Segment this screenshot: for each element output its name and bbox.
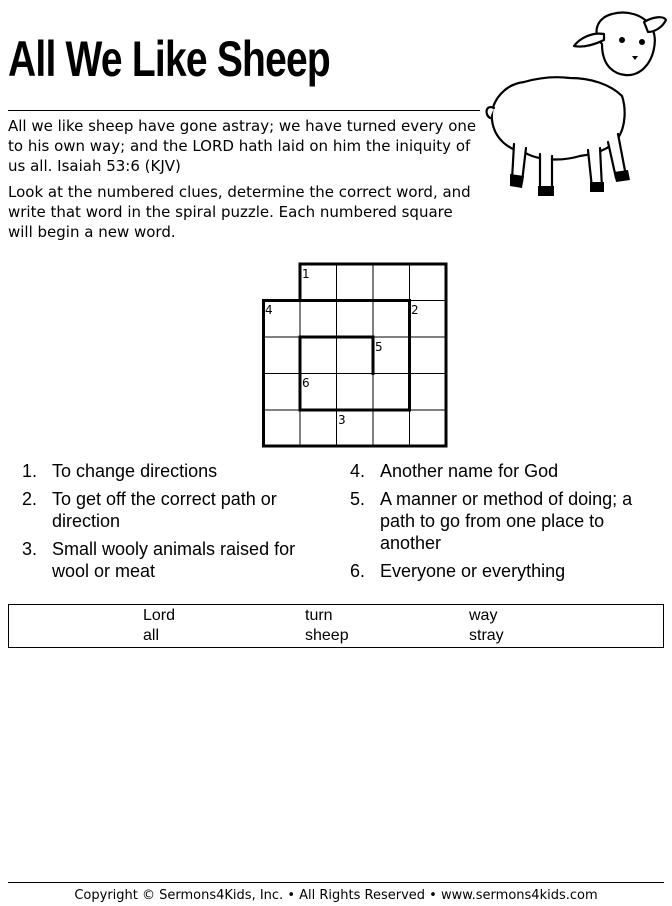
clue-item bbox=[350, 460, 660, 482]
puzzle-cell[interactable] bbox=[337, 264, 374, 301]
puzzle-number-1: 1 bbox=[302, 267, 310, 281]
puzzle-cell[interactable] bbox=[264, 374, 301, 411]
puzzle-cell[interactable] bbox=[373, 410, 410, 447]
instructions-text: Look at the numbered clues, determine the correct word, and write that word in the spiral puzzle. Each numbered square will begin a new word. bbox=[8, 183, 471, 241]
word-bank bbox=[8, 604, 664, 648]
clue-item bbox=[350, 488, 660, 554]
clues-column-right bbox=[350, 460, 660, 588]
word-bank-item: Lord bbox=[143, 607, 176, 624]
word-bank-item: turn bbox=[305, 607, 333, 624]
clue-item bbox=[22, 488, 322, 532]
clue-number: 6. bbox=[350, 561, 366, 581]
scripture-text: All we like sheep have gone astray; we have turned every one to his own way; and the LORD hath laid on him the iniquity of us all. Isaiah 53:6 (KJV) bbox=[8, 117, 477, 175]
spiral-walls bbox=[264, 264, 447, 446]
clue-text: Everyone or everything bbox=[380, 561, 566, 581]
puzzle-number-4: 4 bbox=[265, 303, 273, 317]
puzzle-cell[interactable] bbox=[373, 374, 410, 411]
clue-number: 2. bbox=[22, 489, 38, 509]
page-title: All We Like Sheep bbox=[8, 31, 330, 87]
clue-item bbox=[350, 560, 660, 582]
clue-text: To change directions bbox=[52, 461, 218, 481]
puzzle-cell[interactable] bbox=[373, 264, 410, 301]
footer-divider bbox=[8, 882, 664, 883]
clue-text: Another name for God bbox=[380, 461, 559, 481]
puzzle-number-6: 6 bbox=[302, 376, 310, 390]
clue-text: To get off the correct path or direction bbox=[52, 489, 277, 531]
clue-text: A manner or method of doing; a path to go from one place to another bbox=[380, 489, 633, 553]
puzzle-number-3: 3 bbox=[338, 413, 346, 427]
title-divider bbox=[8, 110, 480, 111]
clue-item bbox=[22, 460, 322, 482]
puzzle-cell[interactable] bbox=[410, 337, 447, 374]
clue-number: 3. bbox=[22, 539, 38, 559]
word-bank-item: all bbox=[143, 627, 160, 644]
puzzle-cell[interactable] bbox=[337, 301, 374, 338]
puzzle-cell[interactable] bbox=[337, 374, 374, 411]
clue-number: 4. bbox=[350, 461, 366, 481]
puzzle-cell[interactable] bbox=[410, 410, 447, 447]
puzzle-cell[interactable] bbox=[410, 264, 447, 301]
clues-column-left bbox=[22, 460, 322, 588]
clue-item bbox=[22, 538, 322, 582]
clue-number: 1. bbox=[22, 461, 38, 481]
puzzle-cell[interactable] bbox=[264, 410, 301, 447]
puzzle-cell[interactable] bbox=[300, 410, 337, 447]
puzzle-cell[interactable] bbox=[300, 301, 337, 338]
word-bank-item: stray bbox=[469, 627, 504, 644]
word-bank-item: sheep bbox=[305, 627, 349, 644]
puzzle-cell[interactable] bbox=[300, 337, 337, 374]
puzzle-number-2: 2 bbox=[411, 303, 419, 317]
word-bank-item: way bbox=[469, 607, 498, 624]
lamb-illustration bbox=[484, 4, 668, 200]
copyright-text: Copyright © Sermons4Kids, Inc. • All Rights Reserved • www.sermons4kids.com bbox=[74, 888, 598, 903]
puzzle-cell[interactable] bbox=[264, 337, 301, 374]
clue-number: 5. bbox=[350, 489, 366, 509]
puzzle-cell[interactable] bbox=[373, 301, 410, 338]
clue-text: Small wooly animals raised for wool or meat bbox=[52, 539, 296, 581]
puzzle-cell[interactable] bbox=[410, 374, 447, 411]
puzzle-cell[interactable] bbox=[337, 337, 374, 374]
puzzle-number-5: 5 bbox=[375, 340, 383, 354]
